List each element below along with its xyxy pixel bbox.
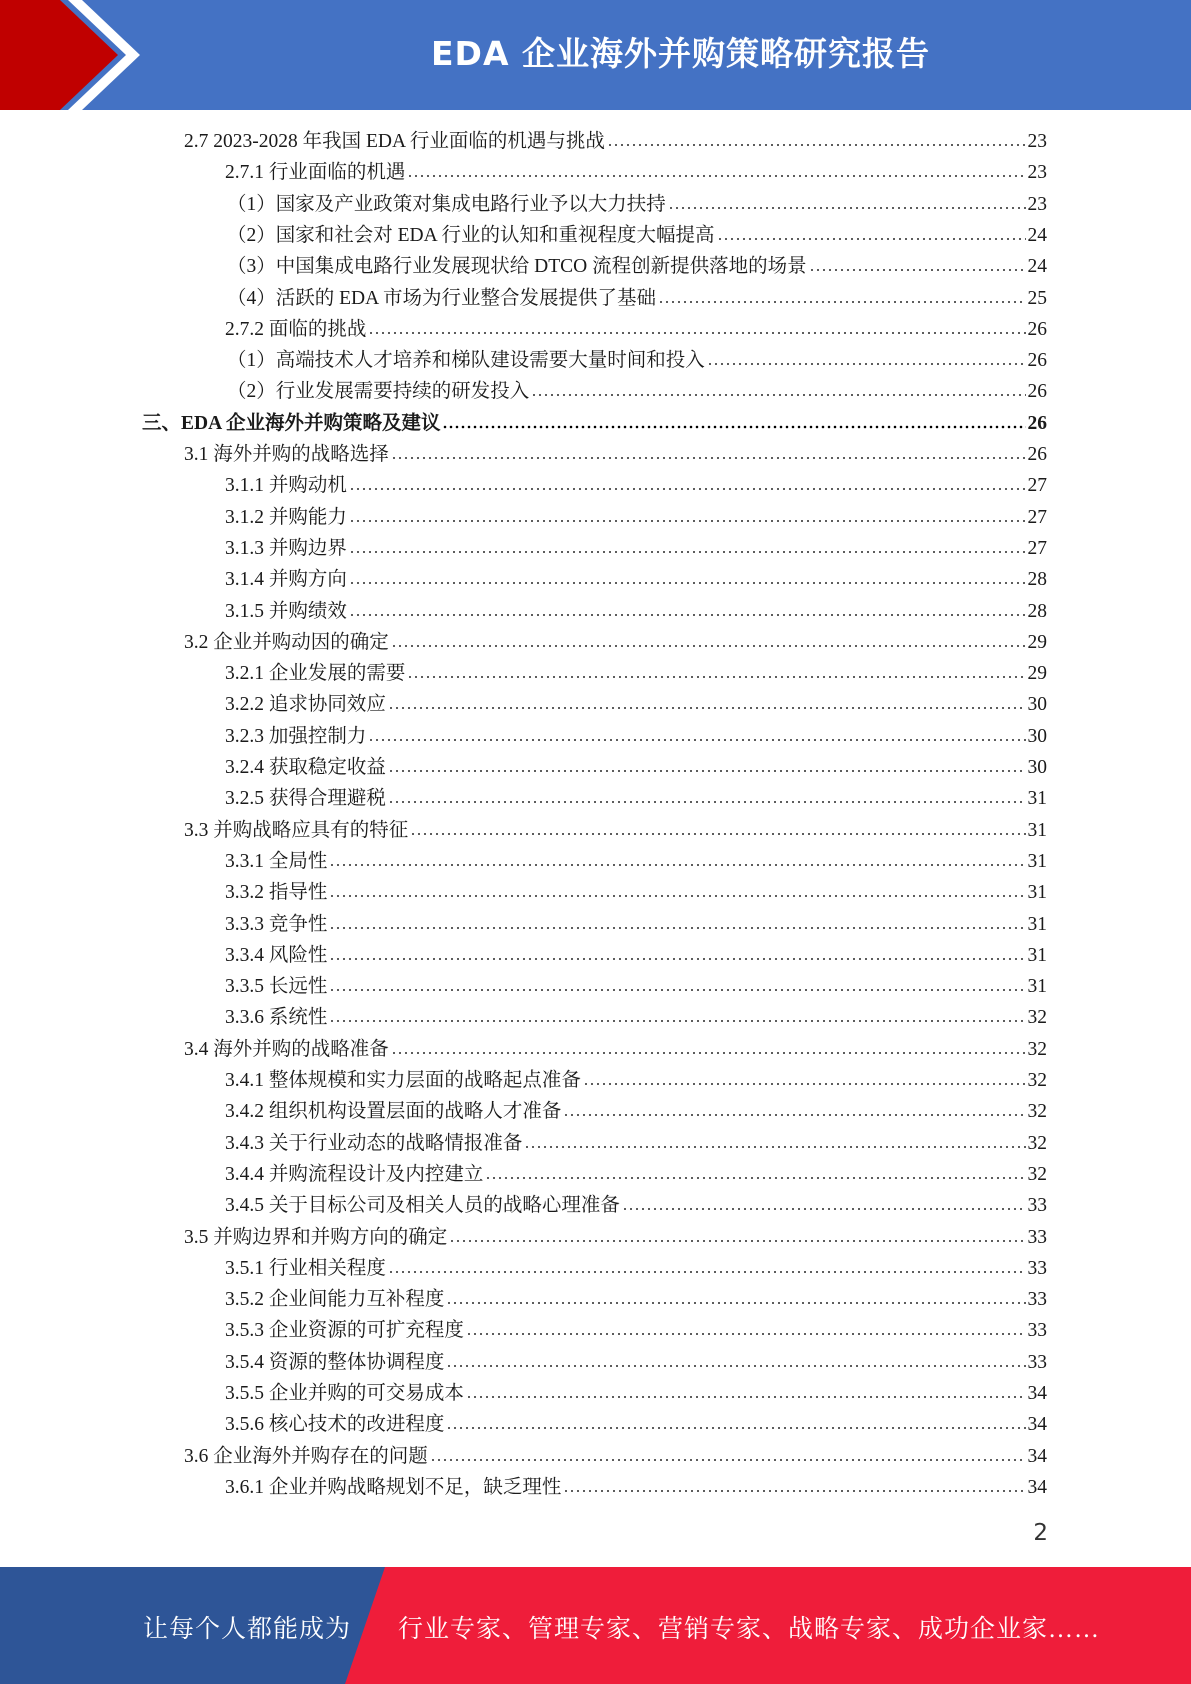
toc-entry[interactable] [225,942,1047,970]
toc-entry[interactable] [225,691,1047,719]
toc-entry-label: 三、EDA 企业海外并购策略及建议 [142,412,441,434]
toc-entry[interactable] [225,1474,1047,1502]
toc-dot-leader [407,173,1025,179]
toc-entry-page: 28 [1027,569,1047,591]
toc-dot-leader [531,392,1025,398]
toc-entry[interactable] [225,1255,1047,1283]
toc-entry-label: （4）活跃的 EDA 市场为行业整合发展提供了基础 [227,287,657,309]
toc-entry[interactable] [225,848,1047,876]
toc-entry-label: 3.4.3 关于行业动态的战略情报准备 [225,1132,523,1154]
toc-entry[interactable] [225,1286,1047,1314]
toc-entry-label: 3.1 海外并购的战略选择 [184,444,389,465]
toc-entry-label: （1）国家及产业政策对集成电路行业予以大力扶持 [227,193,666,215]
toc-entry[interactable] [142,410,1047,438]
toc-entry-label: （3）中国集成电路行业发展现状给 DTCO 流程创新提供落地的场景 [227,256,807,278]
toc-entry-page: 31 [1027,944,1047,966]
toc-entry-page: 24 [1027,256,1047,278]
toc-entry[interactable] [225,1411,1047,1439]
toc-entry-label: 3.3.4 风险性 [225,944,328,966]
toc-dot-leader [329,1018,1025,1024]
toc-entry[interactable] [227,285,1047,313]
toc-entry-page: 23 [1027,131,1047,152]
toc-entry-label: 3.1.4 并购方向 [225,569,347,591]
toc-dot-leader [668,205,1026,211]
toc-dot-leader [583,1081,1026,1087]
toc-dot-leader [809,267,1026,273]
toc-dot-leader [442,424,1025,430]
toc-entry-label: 3.1.3 并购边界 [225,537,347,559]
toc-entry-page: 31 [1027,882,1047,904]
toc-entry[interactable] [227,253,1047,281]
toc-entry[interactable] [225,723,1047,751]
toc-entry-page: 28 [1027,600,1047,622]
toc-entry[interactable] [227,378,1047,406]
toc-entry-label: （2）行业发展需要持续的研发投入 [227,381,530,403]
toc-entry[interactable] [227,347,1047,375]
toc-dot-leader [563,1488,1025,1494]
toc-entry-page: 26 [1027,350,1047,372]
page-footer [0,1567,1191,1684]
toc-entry-label: 3.5.5 企业并购的可交易成本 [225,1383,464,1404]
toc-entry-page: 32 [1027,1007,1047,1029]
toc-entry-label: 3.2.2 追求协同效应 [225,694,386,716]
toc-entry-label: 3.2.1 企业发展的需要 [225,663,406,685]
toc-entry-label: 3.6.1 企业并购战略规划不足，缺乏理性 [225,1476,562,1498]
toc-entry-label: 3.4.4 并购流程设计及内控建立 [225,1163,484,1185]
toc-entry-page: 26 [1027,444,1047,465]
toc-entry[interactable] [184,1443,1047,1471]
toc-entry-label: 3.5.6 核心技术的改进程度 [225,1414,445,1436]
toc-entry-page: 33 [1027,1289,1047,1311]
toc-entry[interactable] [225,1130,1047,1158]
toc-entry-page: 33 [1027,1257,1047,1279]
toc-dot-leader [563,1112,1025,1118]
toc-entry-label: 3.5.2 企业间能力互补程度 [225,1289,445,1311]
toc-entry-page: 26 [1027,381,1047,403]
toc-entry-page: 23 [1027,162,1047,184]
toc-entry-page: 27 [1027,475,1047,497]
toc-dot-leader [607,142,1026,148]
toc-entry-page: 34 [1027,1476,1047,1498]
toc-entry[interactable] [225,1004,1047,1032]
toc-entry[interactable] [184,128,1047,156]
toc-entry-page: 31 [1027,819,1047,841]
toc-entry-page: 32 [1027,1163,1047,1185]
toc-dot-leader [349,580,1026,586]
toc-entry-label: 3.5.1 行业相关程度 [225,1257,386,1279]
toc-entry-page: 31 [1027,976,1047,998]
toc-entry[interactable] [225,566,1047,594]
toc-entry-label: （1）高端技术人才培养和梯队建设需要大量时间和投入 [227,350,705,372]
toc-entry[interactable] [225,973,1047,1001]
toc-entry-page: 33 [1027,1226,1047,1248]
toc-dot-leader [446,1363,1025,1369]
toc-entry-page: 29 [1027,663,1047,685]
toc-dot-leader [707,361,1026,367]
toc-dot-leader [388,1269,1026,1275]
toc-dot-leader [466,1331,1026,1337]
toc-dot-leader [410,831,1025,837]
toc-entry-page: 26 [1027,412,1047,434]
toc-entry[interactable] [184,1224,1047,1252]
toc-dot-leader [349,549,1026,555]
toc-dot-leader [388,768,1026,774]
toc-entry-page: 30 [1027,725,1047,747]
toc-dot-leader [524,1144,1025,1150]
footer-slogan-left: 让每个人都能成为 [143,1616,352,1643]
toc-dot-leader [449,1238,1025,1244]
toc-entry-label: 3.2.5 获得合理避税 [225,788,386,810]
toc-dot-leader [407,674,1025,680]
toc-entry-page: 23 [1027,193,1047,215]
toc-entry-label: 3.2 企业并购动因的确定 [184,631,389,653]
toc-dot-leader [622,1206,1026,1212]
toc-dot-leader [446,1300,1025,1306]
toc-entry-page: 27 [1027,506,1047,528]
toc-entry-label: 3.5.4 资源的整体协调程度 [225,1351,445,1373]
toc-entry-page: 31 [1027,850,1047,872]
header-title: EDA 企业海外并购策略研究报告 [431,34,930,73]
toc-entry-page: 33 [1027,1320,1047,1342]
toc-dot-leader [368,330,1025,336]
toc-entry-label: 3.1.1 并购动机 [225,475,347,497]
toc-entry[interactable] [225,159,1047,187]
toc-entry-label: （2）国家和社会对 EDA 行业的认知和重视程度大幅提高 [227,224,715,246]
toc-dot-leader [391,455,1026,461]
toc-entry[interactable] [184,629,1047,657]
toc-entry-label: 3.2.3 加强控制力 [225,725,367,747]
toc-entry-page: 33 [1027,1195,1047,1217]
toc-dot-leader [329,956,1025,962]
toc-entry-page: 30 [1027,694,1047,716]
toc-entry-label: 2.7 2023-2028 年我国 EDA 行业面临的机遇与挑战 [184,131,605,152]
toc-entry-label: 3.2.4 获取稳定收益 [225,757,386,778]
toc-entry[interactable] [225,785,1047,813]
toc-entry-page: 32 [1027,1132,1047,1154]
toc-entry-label: 3.6 企业海外并购存在的问题 [184,1445,428,1467]
toc-entry-label: 3.3.1 全局性 [225,850,328,872]
toc-entry-label: 3.3.2 指导性 [225,882,328,904]
toc-entry-label: 3.5.3 企业资源的可扩充程度 [225,1320,464,1342]
toc-entry[interactable] [225,1349,1047,1377]
toc-dot-leader [485,1175,1025,1181]
toc-entry-page: 29 [1027,631,1047,653]
toc-entry[interactable] [225,316,1047,344]
toc-entry-page: 24 [1027,224,1047,246]
toc-entry-page: 26 [1027,318,1047,340]
toc-entry-label: 3.1.5 并购绩效 [225,600,347,622]
toc-dot-leader [391,1050,1026,1056]
toc-dot-leader [388,799,1026,805]
toc-entry-page: 32 [1027,1038,1047,1060]
toc-entry[interactable] [225,1067,1047,1095]
toc-entry-label: 3.5 并购边界和并购方向的确定 [184,1226,448,1248]
toc-entry-label: 3.4.2 组织机构设置层面的战略人才准备 [225,1101,562,1123]
toc-entry-page: 32 [1027,1070,1047,1091]
toc-entry-page: 33 [1027,1351,1047,1373]
toc-entry-label: 3.3.5 长远性 [225,976,328,998]
toc-entry[interactable] [225,598,1047,626]
toc-dot-leader [430,1457,1026,1463]
toc-entry[interactable] [225,472,1047,500]
toc-entry-label: 3.3.6 系统性 [225,1007,328,1029]
toc-dot-leader [349,612,1026,618]
footer-slogan-right: 行业专家、管理专家、营销专家、战略专家、成功企业家…… [398,1616,1101,1643]
toc-dot-leader [329,862,1025,868]
toc-entry[interactable] [225,1098,1047,1126]
toc-entry[interactable] [225,911,1047,939]
toc-entry-label: 3.3.3 竞争性 [225,913,328,935]
toc-dot-leader [717,236,1026,242]
toc-entry-page: 27 [1027,537,1047,559]
toc-dot-leader [466,1394,1026,1400]
toc-dot-leader [388,705,1026,711]
toc-entry[interactable] [227,191,1047,219]
toc-dot-leader [349,518,1026,524]
toc-dot-leader [368,737,1025,743]
toc-entry-page: 34 [1027,1445,1047,1467]
toc-entry-label: 2.7.2 面临的挑战 [225,318,367,340]
toc-entry-page: 32 [1027,1101,1047,1123]
toc-dot-leader [329,987,1025,993]
page-number: 2 [1033,1520,1048,1546]
toc-entry-page: 31 [1027,913,1047,935]
toc-entry-page: 34 [1027,1383,1047,1404]
toc-entry[interactable] [225,1317,1047,1345]
toc-entry[interactable] [225,1192,1047,1220]
toc-entry[interactable] [184,441,1047,469]
toc-entry[interactable] [225,1161,1047,1189]
toc-entry-page: 31 [1027,788,1047,810]
toc-entry-page: 30 [1027,757,1047,778]
toc-entry[interactable] [225,504,1047,532]
toc-dot-leader [329,893,1025,899]
toc-entry[interactable] [225,660,1047,688]
toc-dot-leader [329,925,1025,931]
header-arrow-decoration [0,0,160,110]
toc-entry[interactable] [184,1036,1047,1064]
toc-entry[interactable] [225,879,1047,907]
toc-entry-label: 3.1.2 并购能力 [225,506,347,528]
toc-entry-label: 3.3 并购战略应具有的特征 [184,819,409,841]
toc-entry-page: 34 [1027,1414,1047,1436]
toc-dot-leader [446,1425,1025,1431]
toc-entry-page: 25 [1027,287,1047,309]
toc-entry[interactable] [184,817,1047,845]
page-header [0,0,1191,110]
toc-entry[interactable] [225,1380,1047,1408]
toc-entry-label: 3.4.1 整体规模和实力层面的战略起点准备 [225,1070,581,1091]
toc-dot-leader [349,486,1026,492]
toc-dot-leader [391,643,1026,649]
toc-dot-leader [658,299,1025,305]
toc-entry[interactable] [225,754,1047,782]
toc-entry-label: 2.7.1 行业面临的机遇 [225,162,406,184]
toc-entry-label: 3.4 海外并购的战略准备 [184,1038,389,1060]
toc-entry-label: 3.4.5 关于目标公司及相关人员的战略心理准备 [225,1195,620,1217]
toc-entry[interactable] [225,535,1047,563]
toc-entry[interactable] [227,222,1047,250]
